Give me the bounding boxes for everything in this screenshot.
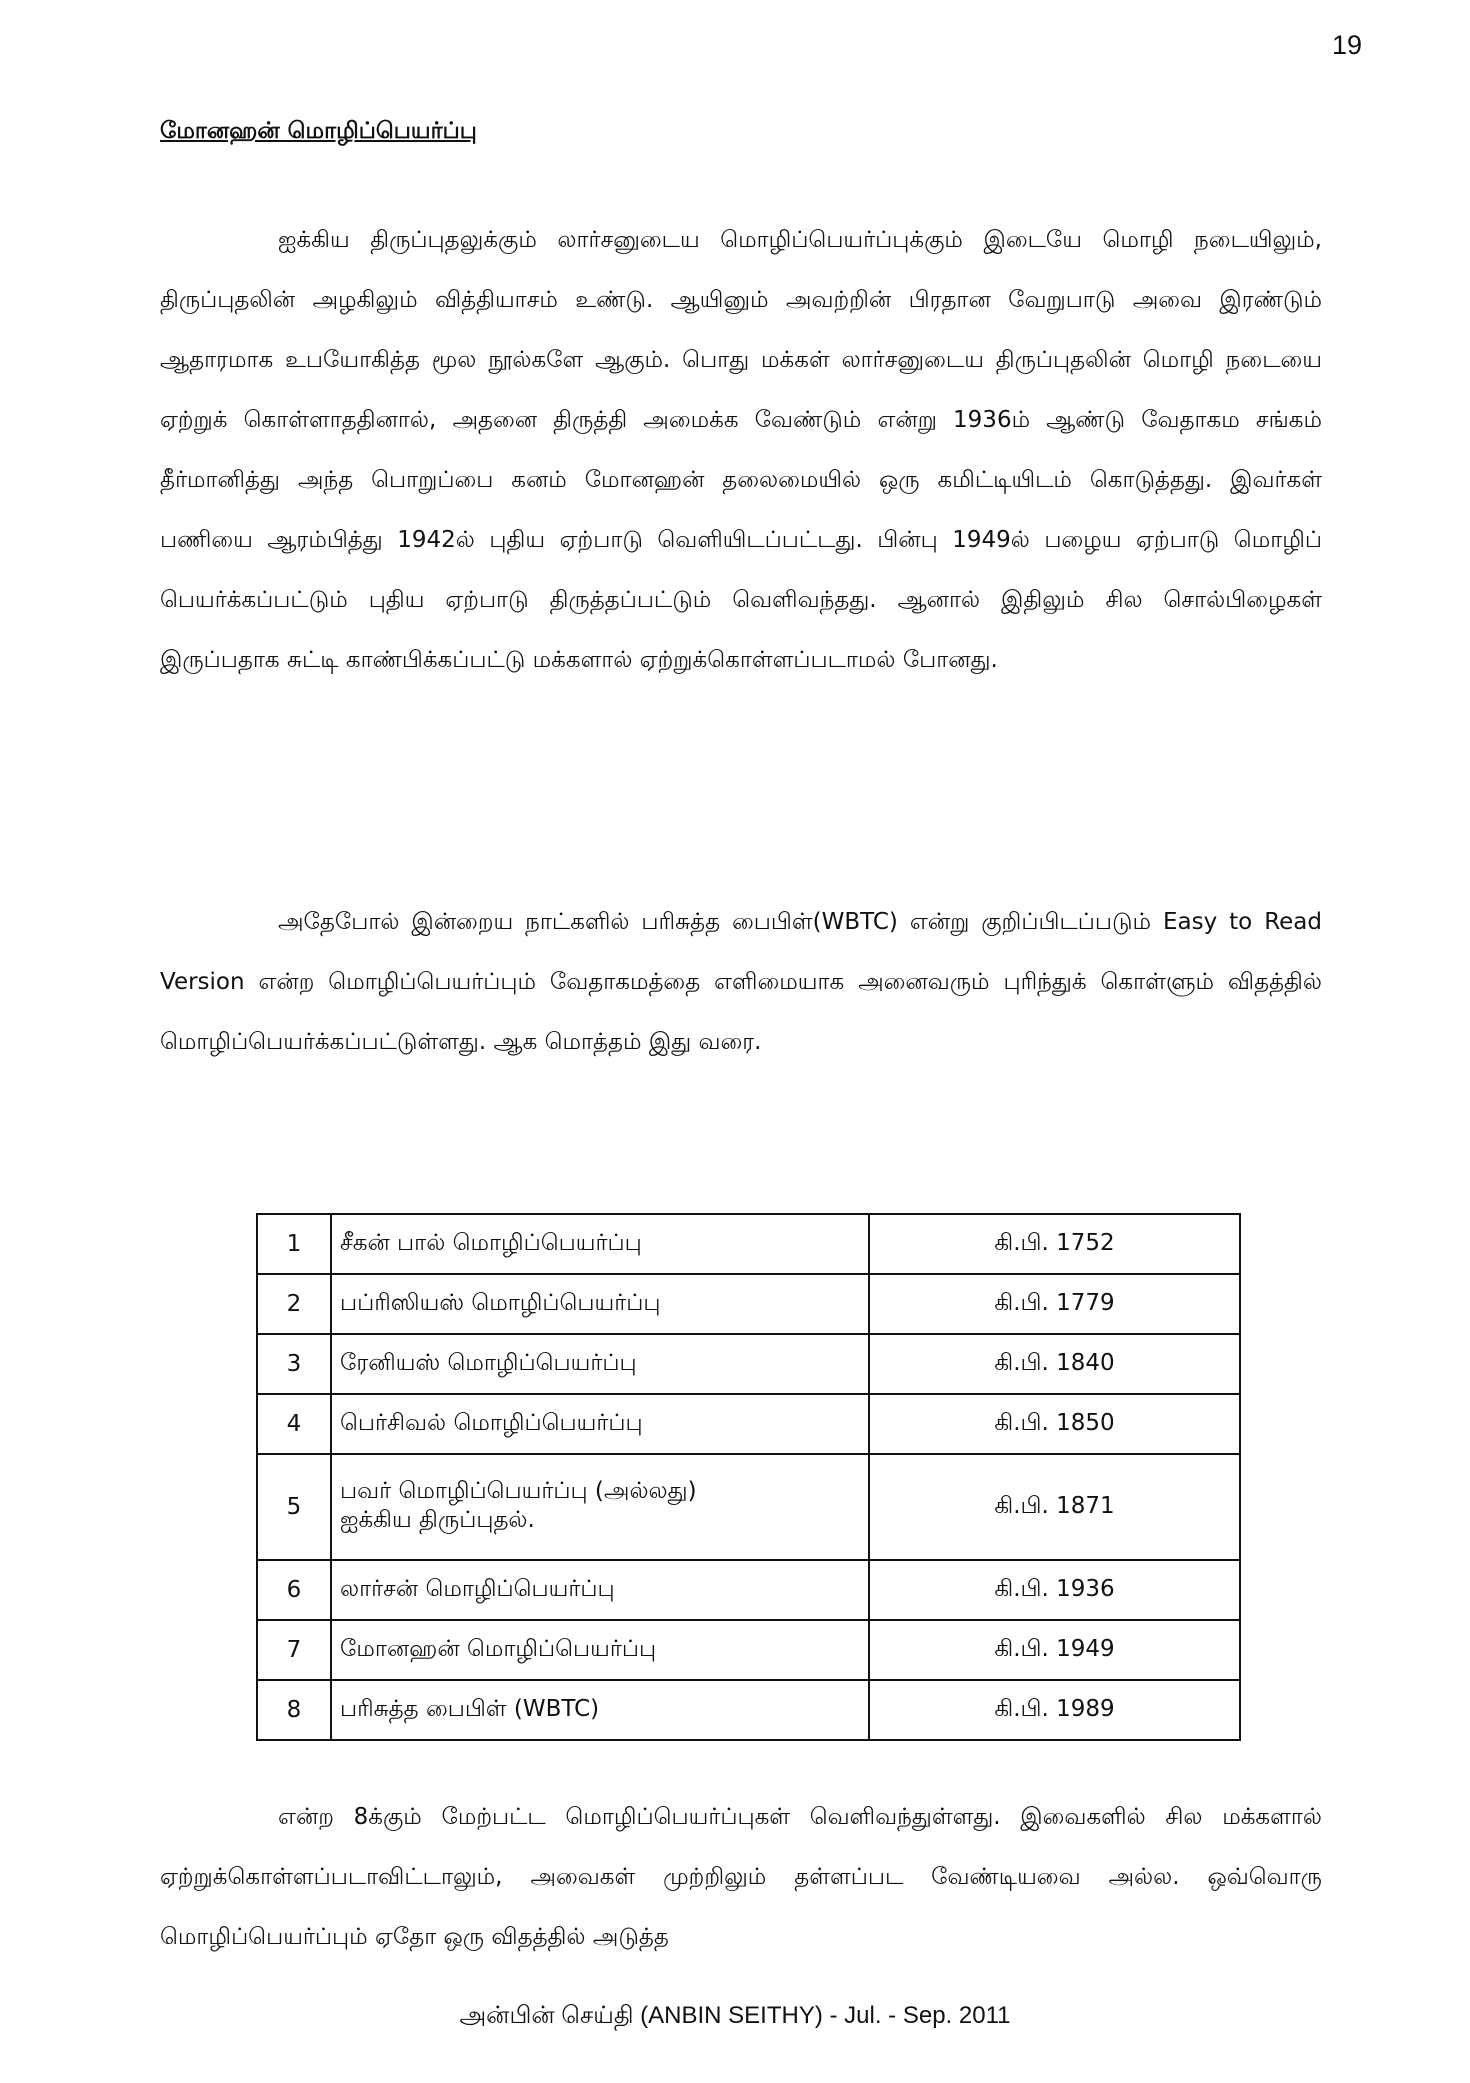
table-row: [257, 1334, 1240, 1394]
translation-year: கி.பி. 1779: [869, 1274, 1240, 1334]
translation-name: சீகன் பால் மொழிப்பெயர்ப்பு: [331, 1214, 869, 1274]
translation-year: கி.பி. 1871: [869, 1454, 1240, 1560]
table-row: [257, 1214, 1240, 1274]
row-number: 5: [257, 1454, 331, 1560]
table-row: [257, 1274, 1240, 1334]
translation-name: ரேனியஸ் மொழிப்பெயர்ப்பு: [331, 1334, 869, 1394]
translation-year: கி.பி. 1949: [869, 1620, 1240, 1680]
row-number: 7: [257, 1620, 331, 1680]
table-row: [257, 1394, 1240, 1454]
row-number: 6: [257, 1560, 331, 1620]
row-number: 4: [257, 1394, 331, 1454]
translation-year: கி.பி. 1840: [869, 1334, 1240, 1394]
paragraph-3: என்ற 8க்கும் மேற்பட்ட மொழிப்பெயர்ப்புகள் வெளிவந்துள்ளது. இவைகளில் சில மக்களால் ஏற்றுக்கொள்ளப்படாவிட்டாலும், அவைகள் முற்றிலும் தள்ளப்பட வேண்டியவை அல்ல. ஒவ்வொரு மொழிப்பெயர்ப்பும் ஏதோ ஒரு விதத்தில் அடுத்த: [160, 1804, 1322, 1950]
paragraph-1: ஐக்கிய திருப்புதலுக்கும் லார்சனுடைய மொழிப்பெயர்ப்புக்கும் இடையே மொழி நடையிலும், திருப்புதலின் அழகிலும் வித்தியாசம் உண்டு. ஆயினும் அவற்றின் பிரதான வேறுபாடு அவை இரண்டும் ஆதாரமாக உபயோகித்த மூல நூல்களே ஆகும். பொது மக்கள் லார்சனுடைய திருப்புதலின் மொழி நடையை ஏற்றுக் கொள்ளாததினால், அதனை திருத்தி அமைக்க வேண்டும் என்று 1936ம் ஆண்டு வேதாகம சங்கம் தீர்மானித்து அந்த பொறுப்பை கனம் மோனஹன் தலைமையில் ஒரு கமிட்டியிடம் கொடுத்தது. இவர்கள் பணியை ஆரம்பித்து 1942ல் புதிய ஏற்பாடு வெளியிடப்பட்டது. பின்பு 1949ல் பழைய ஏற்பாடு மொழிப் பெயர்க்கப்பட்டும் புதிய ஏற்பாடு திருத்தப்பட்டும் வெளிவந்தது. ஆனால் இதிலும் சில சொல்பிழைகள் இருப்பதாக சுட்டி காண்பிக்கப்பட்டு மக்களால் ஏற்றுக்கொள்ளப்படாமல் போனது.: [160, 227, 1322, 673]
table-row: [257, 1560, 1240, 1620]
translation-year: கி.பி. 1850: [869, 1394, 1240, 1454]
translation-name: [331, 1454, 869, 1560]
translation-name: பரிசுத்த பைபிள் (WBTC): [331, 1680, 869, 1740]
translation-year: கி.பி. 1752: [869, 1214, 1240, 1274]
translation-name-line-1: பவர் மொழிப்பெயர்ப்பு (அல்லது): [340, 1478, 697, 1504]
translation-year: கி.பி. 1936: [869, 1560, 1240, 1620]
table-row: [257, 1454, 1240, 1560]
page-number: 19: [1331, 30, 1362, 60]
page-footer: அன்பின் செய்தி (ANBIN SEITHY) - Jul. - Sep. 2011: [459, 2002, 1011, 2029]
section-title: மோனஹன் மொழிப்பெயர்ப்பு: [160, 118, 477, 144]
translation-name: லார்சன் மொழிப்பெயர்ப்பு: [331, 1560, 869, 1620]
translations-table: [256, 1213, 1241, 1741]
row-number: 2: [257, 1274, 331, 1334]
translation-year: கி.பி. 1989: [869, 1680, 1240, 1740]
table-row: [257, 1680, 1240, 1740]
paragraph-2: அதேபோல் இன்றைய நாட்களில் பரிசுத்த பைபிள்(WBTC) என்று குறிப்பிடப்படும் Easy to Read Version என்ற மொழிப்பெயர்ப்பும் வேதாகமத்தை எளிமையாக அனைவரும் புரிந்துக் கொள்ளும் விதத்தில் மொழிப்பெயர்க்கப்பட்டுள்ளது. ஆக மொத்தம் இது வரை.: [160, 909, 1322, 1055]
row-number: 1: [257, 1214, 331, 1274]
translation-name: மோனஹன் மொழிப்பெயர்ப்பு: [331, 1620, 869, 1680]
translation-name: பப்ரிஸியஸ் மொழிப்பெயர்ப்பு: [331, 1274, 869, 1334]
table-row: [257, 1620, 1240, 1680]
row-number: 8: [257, 1680, 331, 1740]
translation-name-line-2: ஐக்கிய திருப்புதல்.: [340, 1507, 535, 1533]
row-number: 3: [257, 1334, 331, 1394]
translation-name: பெர்சிவல் மொழிப்பெயர்ப்பு: [331, 1394, 869, 1454]
